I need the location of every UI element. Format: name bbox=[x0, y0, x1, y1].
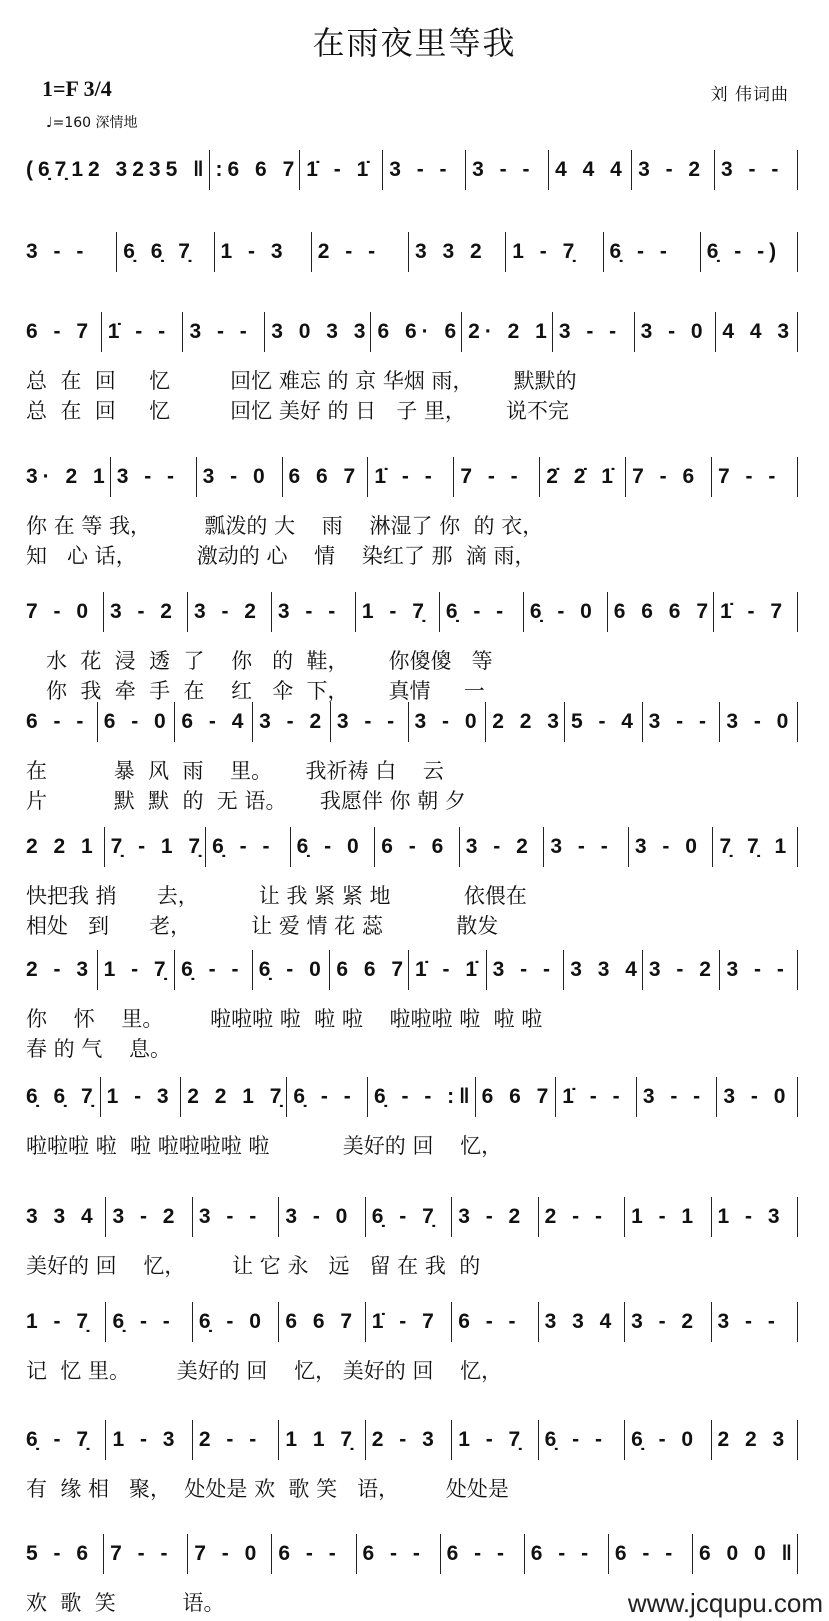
measure: 6 6 7 bbox=[279, 1302, 365, 1342]
measure: 5 - 6 bbox=[26, 1534, 104, 1574]
lyric-line: 水 花 浸 透 了 你 的 鞋， 你傻傻 等 bbox=[26, 649, 493, 673]
measure: 6̣ - -) bbox=[701, 232, 798, 272]
measure: 7 - - bbox=[454, 457, 540, 497]
measure: 6̣ - 0 bbox=[291, 827, 376, 867]
lyric-line: 片 默 默 的 无 语。 我愿伴 你 朝 夕 bbox=[26, 789, 466, 813]
lyric-line: 相处 到 老， 让 爱 情 花 蕊 散发 bbox=[26, 914, 499, 938]
measure: 3 - - bbox=[193, 1197, 279, 1237]
measure: 3 - - bbox=[637, 1077, 718, 1117]
measure: 1 - 3 bbox=[215, 232, 312, 272]
lyric-line: 啦啦啦 啦 啦 啦啦啦啦 啦 美好的 回 忆， bbox=[26, 1134, 503, 1158]
measure: 6 - - bbox=[452, 1302, 538, 1342]
measure: 6 - - bbox=[26, 702, 98, 742]
measure: 6 - - bbox=[609, 1534, 693, 1574]
measure: 3 3 4 bbox=[564, 950, 643, 990]
measure: 6̣ - 7̣ bbox=[366, 1197, 452, 1237]
measure: 3 - 2 bbox=[643, 950, 721, 990]
measure: 2̇ 2̇ 1̇ bbox=[540, 457, 626, 497]
lyric-line: 美好的 回 忆， 让 它 永 远 留 在 我 的 bbox=[26, 1254, 481, 1278]
measure: 7 - 6 bbox=[626, 457, 712, 497]
lyric-line: 记 忆 里。 美好的 回 忆， 美好的 回 忆， bbox=[26, 1359, 503, 1383]
composer-credit: 刘 伟词曲 bbox=[710, 85, 789, 105]
measure: 3 - - bbox=[712, 1302, 798, 1342]
notation-row bbox=[26, 827, 798, 867]
score-system bbox=[26, 1197, 798, 1281]
measure: 6̣ - - bbox=[206, 827, 291, 867]
measure: 3 - - bbox=[544, 827, 629, 867]
measure: 3 - - bbox=[183, 312, 265, 352]
measure: 3 - - bbox=[553, 312, 635, 352]
measure: 6 6· 6 bbox=[371, 312, 462, 352]
lyric-line: 总 在 回 忆 回忆 难忘 的 京 华烟 雨， 默默的 bbox=[26, 369, 577, 393]
measure: 6 - - bbox=[272, 1534, 356, 1574]
measure: 7 - 0 bbox=[26, 592, 104, 632]
measure: 1 - 1 bbox=[625, 1197, 711, 1237]
measure: 3 - 0 bbox=[279, 1197, 365, 1237]
measure: 2 2 1 bbox=[26, 827, 105, 867]
measure: 3 - 0 bbox=[635, 312, 717, 352]
lyric-line: 你 我 牵 手 在 红 伞 下， 真情 一 bbox=[26, 679, 485, 703]
measure: 6 - 7 bbox=[26, 312, 102, 352]
measure: 6̣ - 0 bbox=[253, 950, 331, 990]
measure: 6 - 0 bbox=[98, 702, 176, 742]
measure: 1 - 7̣ bbox=[356, 592, 440, 632]
measure: 5 - 4 bbox=[565, 702, 643, 742]
measure: 3 - - bbox=[487, 950, 565, 990]
measure: 6̣ - 7̣ bbox=[26, 1420, 106, 1460]
measure: 3 - 2 bbox=[460, 827, 545, 867]
measure: 1̇ - - bbox=[102, 312, 184, 352]
lyric-line: 有 缘 相 聚， 处处是 欢 歌 笑 语， 处处是 bbox=[26, 1477, 509, 1501]
measure: 2 - - bbox=[312, 232, 409, 272]
measure: 3 - - bbox=[643, 702, 721, 742]
measure: 3 - 2 bbox=[452, 1197, 538, 1237]
measure: 3 - 0 bbox=[629, 827, 714, 867]
lyric-line: 你 怀 里。 啦啦啦 啦 啦 啦 啦啦啦 啦 啦 啦 bbox=[26, 1007, 543, 1031]
measure: 3 - 2 bbox=[188, 592, 272, 632]
measure: 6̣ 6̣ 7̣ bbox=[26, 1077, 101, 1117]
lyric-line: 在 暴 风 雨 里。 我祈祷 白 云 bbox=[26, 759, 444, 783]
measure: 3 - - bbox=[715, 150, 798, 190]
measure: 6 - 4 bbox=[175, 702, 253, 742]
measure: 3 - - bbox=[331, 702, 409, 742]
measure: 1 - 7̣ bbox=[452, 1420, 538, 1460]
measure: 3 - - bbox=[26, 232, 117, 272]
measure: 1̇ - 1̇ bbox=[409, 950, 487, 990]
score-system bbox=[26, 702, 798, 816]
measure: 3 - - bbox=[111, 457, 197, 497]
measure: 1 - 3 bbox=[106, 1420, 192, 1460]
measure: 6 - - bbox=[525, 1534, 609, 1574]
song-title: 在雨夜里等我 bbox=[312, 24, 517, 62]
measure: :6 6 7 bbox=[210, 150, 301, 190]
notation-row bbox=[26, 312, 798, 352]
measure: 6 6 7 bbox=[330, 950, 409, 990]
notation-row bbox=[26, 457, 798, 497]
notation-row bbox=[26, 232, 798, 272]
measure: 3 - 0 bbox=[720, 702, 798, 742]
measure: 2 - - bbox=[539, 1197, 625, 1237]
key-signature: 1=F 3/4 bbox=[42, 76, 112, 101]
notation-row bbox=[26, 1197, 798, 1237]
measure: 3 - 2 bbox=[632, 150, 715, 190]
score-system bbox=[26, 1077, 798, 1161]
notation-row bbox=[26, 1420, 798, 1460]
measure: 6 6 7 bbox=[283, 457, 369, 497]
measure: 6̣ - - bbox=[604, 232, 701, 272]
lyric-line: 你 在 等 我， 瓢泼的 大 雨 淋湿了 你 的 衣， bbox=[26, 514, 544, 538]
notation-row bbox=[26, 702, 798, 742]
measure: 3 - 2 bbox=[104, 592, 188, 632]
measure: 3 - 0 bbox=[409, 702, 487, 742]
measure: 7 - - bbox=[712, 457, 798, 497]
measure: 2 - - bbox=[193, 1420, 279, 1460]
lyric-line: 欢 歌 笑 语。 bbox=[26, 1591, 225, 1615]
measure: 3 3 4 bbox=[26, 1197, 106, 1237]
measure: 6̣ - - bbox=[539, 1420, 625, 1460]
measure: 2 2 3 bbox=[486, 702, 565, 742]
measure: 6̣ - 0 bbox=[524, 592, 608, 632]
measure: 6 0 0 ‖ bbox=[693, 1534, 798, 1574]
lyric-line: 春 的 气 息。 bbox=[26, 1037, 172, 1061]
score-system bbox=[26, 1420, 798, 1504]
measure: 6̣ 6̣ 7̣ bbox=[117, 232, 214, 272]
measure: 1̇ - 7 bbox=[366, 1302, 452, 1342]
measure: 6̣ - - bbox=[175, 950, 253, 990]
measure: 3 3 4 bbox=[539, 1302, 625, 1342]
notation-row bbox=[26, 950, 798, 990]
measure: 6 6 7 bbox=[476, 1077, 557, 1117]
measure: 2 - 3 bbox=[26, 950, 98, 990]
measure: 3 0 3 3 bbox=[265, 312, 371, 352]
measure: 7̣ 7̣ 1 bbox=[713, 827, 798, 867]
measure: 3 - 0 bbox=[717, 1077, 798, 1117]
score-system bbox=[26, 232, 798, 272]
tempo-marking: ♩=160 深情地 bbox=[46, 115, 138, 131]
measure: 3 - 2 bbox=[106, 1197, 192, 1237]
measure: 1̇ - 1̇ bbox=[300, 150, 383, 190]
score-system bbox=[26, 312, 798, 426]
measure: 4 4 4 bbox=[549, 150, 632, 190]
lyric-line: 总 在 回 忆 回忆 美好 的 日 子 里， 说不完 bbox=[26, 399, 569, 423]
measure: 3 - 2 bbox=[625, 1302, 711, 1342]
notation-row bbox=[26, 1534, 798, 1574]
measure: 6̣ - - bbox=[106, 1302, 192, 1342]
measure: 2 2 1 7̣ bbox=[181, 1077, 287, 1117]
measure: 1̇ - 7 bbox=[714, 592, 798, 632]
measure: 6 - - bbox=[441, 1534, 525, 1574]
measure: 6̣ - 0 bbox=[193, 1302, 279, 1342]
score-system bbox=[26, 950, 798, 1064]
measure: 3· 2 1 bbox=[26, 457, 111, 497]
score-system bbox=[26, 150, 798, 190]
measure: 1̇ - - bbox=[368, 457, 454, 497]
measure: 3 3 2 bbox=[409, 232, 506, 272]
measure: 1̇ - - bbox=[556, 1077, 637, 1117]
lyric-line: 知 心 话， 激动的 心 情 染红了 那 滴 雨， bbox=[26, 544, 536, 568]
measure: (6̣7̣12 3235 ‖ bbox=[26, 150, 210, 190]
measure: 3 - 0 bbox=[197, 457, 283, 497]
measure: 1 - 7̣ bbox=[506, 232, 603, 272]
measure: 6̣ - 0 bbox=[625, 1420, 711, 1460]
measure: 7̣ - 1 7̣ bbox=[105, 827, 207, 867]
measure: 4 4 3 bbox=[716, 312, 798, 352]
measure: 6̣ - - :‖ bbox=[368, 1077, 476, 1117]
measure: 6 - 6 bbox=[375, 827, 460, 867]
score-system bbox=[26, 1302, 798, 1386]
measure: 3 - - bbox=[272, 592, 356, 632]
measure: 6̣ - - bbox=[440, 592, 524, 632]
score-system bbox=[26, 457, 798, 571]
measure: 1 - 7̣ bbox=[98, 950, 176, 990]
measure: 3 - - bbox=[383, 150, 466, 190]
measure: 1 1 7̣ bbox=[279, 1420, 365, 1460]
measure: 1 - 7̣ bbox=[26, 1302, 106, 1342]
notation-row bbox=[26, 1077, 798, 1117]
measure: 2 2 3 bbox=[712, 1420, 798, 1460]
notation-row bbox=[26, 150, 798, 190]
score-system bbox=[26, 592, 798, 706]
measure: 6̣ - - bbox=[287, 1077, 368, 1117]
measure: 6 6 6 7 bbox=[608, 592, 714, 632]
measure: 2 - 3 bbox=[366, 1420, 452, 1460]
measure: 6 - - bbox=[357, 1534, 441, 1574]
measure: 7 - 0 bbox=[188, 1534, 272, 1574]
measure: 3 - 2 bbox=[253, 702, 331, 742]
notation-row bbox=[26, 1302, 798, 1342]
measure: 3 - - bbox=[720, 950, 798, 990]
measure: 1 - 3 bbox=[101, 1077, 182, 1117]
notation-row bbox=[26, 592, 798, 632]
lyric-line: 快把我 捎 去， 让 我 紧 紧 地 依偎在 bbox=[26, 884, 527, 908]
measure: 7 - - bbox=[104, 1534, 188, 1574]
measure: 3 - - bbox=[466, 150, 549, 190]
measure: 2· 2 1 bbox=[462, 312, 553, 352]
measure: 1 - 3 bbox=[712, 1197, 798, 1237]
watermark: www.jcqupu.com bbox=[627, 1588, 823, 1618]
score-system bbox=[26, 827, 798, 941]
